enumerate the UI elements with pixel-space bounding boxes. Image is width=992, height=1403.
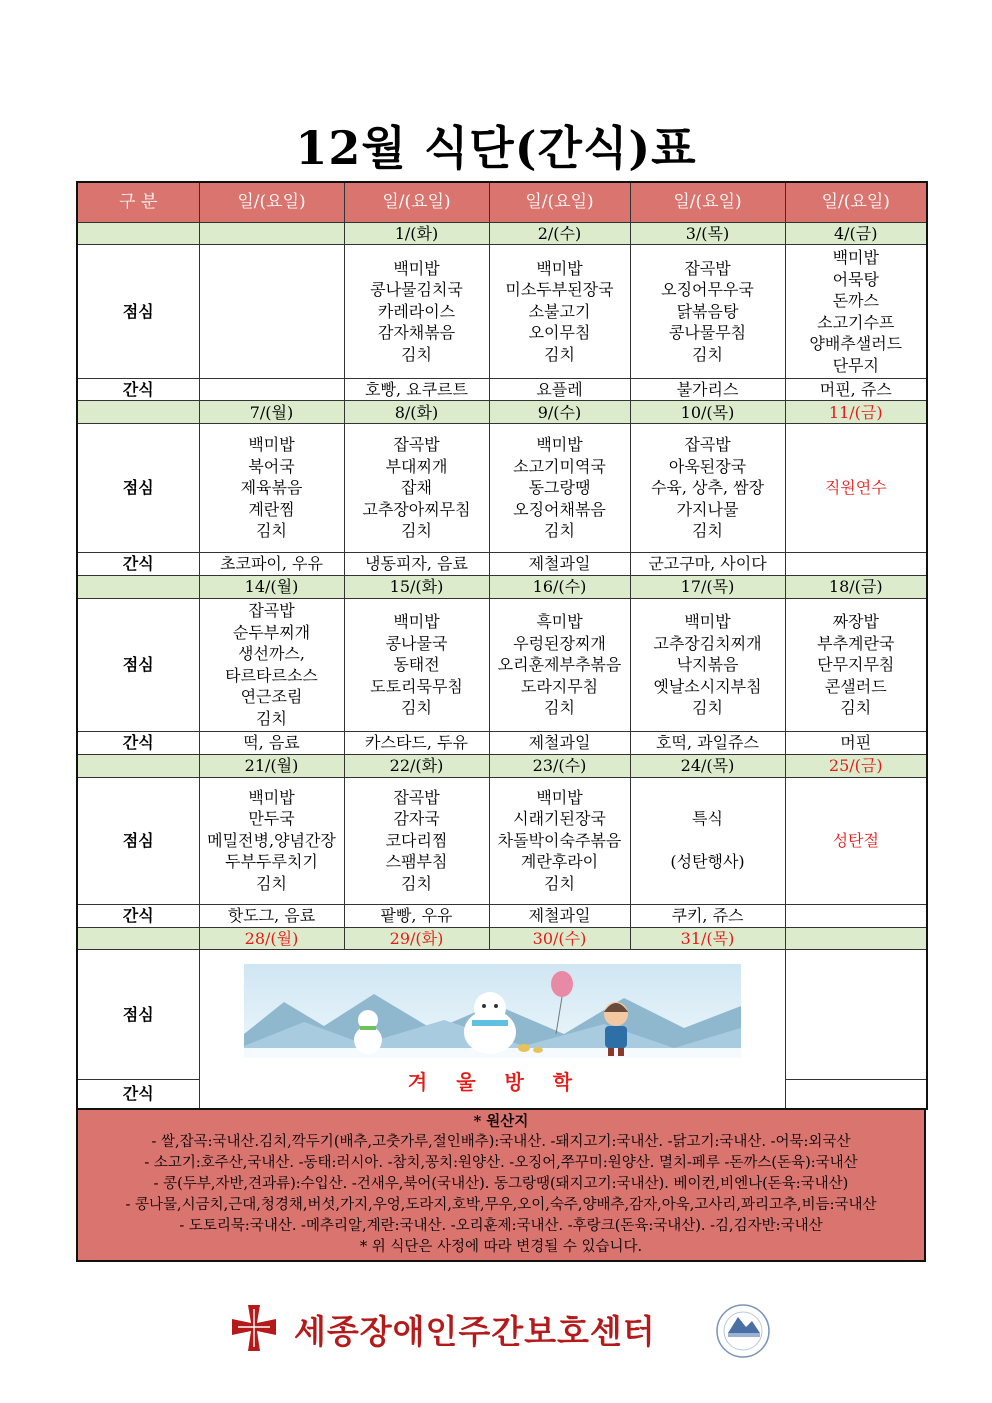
- menu-item: 잡곡밥: [393, 787, 440, 807]
- snack-cell: [785, 553, 927, 576]
- category-header: 구 분: [77, 182, 199, 222]
- snack-cell: 제철과일: [489, 732, 630, 755]
- snack-label: 간식: [77, 378, 199, 401]
- menu-item: 수육, 상추, 쌈장: [650, 478, 765, 498]
- menu-item: 김치: [401, 344, 432, 364]
- menu-item: 단무지무침: [817, 655, 895, 675]
- menu-item: 흑미밥: [536, 612, 583, 632]
- snack-cell: 불가리스: [630, 378, 785, 401]
- menu-item: 두부두루치기: [225, 852, 318, 872]
- menu-item: 코다리찜: [385, 830, 448, 850]
- date-cell: 8/(화): [344, 401, 489, 424]
- lunch-row: [77, 245, 927, 378]
- lunch-cell: [199, 245, 344, 378]
- menu-item: 잡채: [401, 478, 432, 498]
- lunch-row: [77, 950, 927, 1080]
- menu-item: 짜장밥: [832, 612, 879, 632]
- organization-name: 세종장애인주간보호센터: [294, 1312, 656, 1351]
- menu-item: 메밀전병,양념간장: [207, 830, 336, 850]
- menu-item: 타르타르소스: [225, 665, 318, 685]
- snack-cell: 제철과일: [489, 904, 630, 927]
- snack-row: [77, 553, 927, 576]
- winter-illustration: [244, 964, 741, 1058]
- menu-item: 가지나물: [676, 499, 739, 519]
- lunch-cell: [630, 245, 785, 378]
- menu-item: 백미밥: [393, 612, 440, 632]
- snack-cell: 냉동피자, 음료: [344, 553, 489, 576]
- menu-item: 순두부찌개: [232, 622, 311, 642]
- snack-cell: [199, 378, 344, 401]
- lunch-label: 점심: [77, 777, 199, 904]
- menu-item: 오징어무우국: [661, 280, 754, 300]
- menu-item: 백미밥: [536, 258, 583, 278]
- menu-item: 계란찜: [248, 499, 295, 519]
- menu-item: 백미밥: [248, 435, 295, 455]
- menu-item: 직원연수: [824, 478, 887, 498]
- lunch-cell-holiday: [785, 777, 927, 904]
- menu-item: 김치: [692, 344, 723, 364]
- menu-item: 김치: [692, 698, 723, 718]
- date-cell: 2/(수): [489, 222, 630, 245]
- menu-item: 생선까스,: [238, 644, 305, 664]
- menu-item: 콘샐러드: [824, 676, 887, 696]
- footer: [0, 1300, 992, 1360]
- menu-item: 김치: [544, 521, 575, 541]
- menu-item: 성탄절: [832, 830, 879, 850]
- date-row: [77, 754, 927, 777]
- origin-notes: [76, 1110, 926, 1262]
- date-cell-holiday: 31/(목): [630, 927, 785, 950]
- snack-cell: 제철과일: [489, 553, 630, 576]
- menu-item: 미소두부된장국: [505, 280, 614, 300]
- notes-line: - 소고기:호주산,국내산. -동태:러시아. -참치,꽁치:원양산. -오징어,쭈꾸미:원양산. 멸치-페루 -돈까스(돈육):국내산: [144, 1155, 858, 1171]
- date-cell: 7/(월): [199, 401, 344, 424]
- menu-item: 소고기수프: [817, 312, 895, 332]
- date-cell-holiday: 30/(수): [489, 927, 630, 950]
- snack-cell: 호떡, 과일쥬스: [630, 732, 785, 755]
- date-cell: 3/(목): [630, 222, 785, 245]
- date-cell: 21/(월): [199, 754, 344, 777]
- snack-label: 간식: [77, 904, 199, 927]
- menu-item: 낙지볶음: [676, 655, 739, 675]
- day-header: 일/(요일): [630, 182, 785, 222]
- menu-item: 부추계란국: [817, 633, 895, 653]
- lunch-cell: [199, 598, 344, 731]
- snack-cell: 머핀: [785, 732, 927, 755]
- lunch-label: 점심: [77, 424, 199, 553]
- menu-item: 콩나물김치국: [370, 280, 463, 300]
- menu-item: 김치: [256, 873, 287, 893]
- date-cell: 10/(목): [630, 401, 785, 424]
- notes-line: - 콩(두부,자반,견과류):수입산. -건새우,북어(국내산). 동그랑땡(돼지고기:국내산). 베이컨,비엔나(돈육:국내산): [153, 1176, 849, 1192]
- date-cell-holiday: 25/(금): [785, 754, 927, 777]
- lunch-cell: [785, 598, 927, 731]
- menu-item: 잡곡밥: [248, 601, 295, 621]
- lunch-cell: [344, 245, 489, 378]
- menu-item: 연근조림: [240, 687, 303, 707]
- lunch-label: 점심: [77, 598, 199, 731]
- date-cell-holiday: 11/(금): [785, 401, 927, 424]
- date-cell: 4/(금): [785, 222, 927, 245]
- menu-item: 김치: [840, 698, 872, 718]
- menu-item: 잡곡밥: [684, 435, 731, 455]
- lunch-cell: [199, 777, 344, 904]
- snack-label: 간식: [77, 553, 199, 576]
- lunch-cell-holiday: [785, 424, 927, 553]
- menu-item: [631, 830, 785, 852]
- menu-item: 잡곡밥: [684, 258, 731, 278]
- menu-item: 돈까스: [832, 291, 879, 310]
- lunch-row: [77, 777, 927, 904]
- day-header: 일/(요일): [785, 182, 927, 222]
- menu-item: 단무지: [832, 355, 879, 375]
- menu-item: 아욱된장국: [668, 456, 747, 476]
- lunch-cell: [344, 598, 489, 731]
- menu-item: 김치: [544, 873, 575, 893]
- snack-cell: 카스타드, 두유: [344, 732, 489, 755]
- date-row: [77, 576, 927, 599]
- snack-cell: 머핀, 쥬스: [785, 378, 927, 401]
- menu-item: 부대찌개: [385, 456, 448, 476]
- menu-item: 김치: [401, 521, 432, 541]
- menu-item: (성탄행사): [670, 852, 745, 872]
- menu-item: 콩나물무침: [668, 323, 747, 343]
- menu-item: 오징어채볶음: [513, 499, 606, 519]
- menu-item: 도라지무침: [520, 676, 599, 696]
- snack-cell: 팥빵, 우유: [344, 904, 489, 927]
- menu-item: 백미밥: [248, 787, 295, 807]
- date-cell: 22/(화): [344, 754, 489, 777]
- menu-item: 소고기미역국: [513, 456, 606, 476]
- menu-item: 백미밥: [393, 258, 440, 278]
- notes-heading: * 원산지: [473, 1113, 529, 1130]
- menu-item: 오이무침: [528, 323, 591, 343]
- lunch-cell: [785, 245, 927, 378]
- date-cell: 18/(금): [785, 576, 927, 599]
- day-header: 일/(요일): [489, 182, 630, 222]
- snack-label: 간식: [77, 732, 199, 755]
- menu-item: 잡곡밥: [393, 435, 440, 455]
- snack-cell: 군고구마, 사이다: [630, 553, 785, 576]
- page-title: 12월 식단(간식)표: [295, 121, 697, 175]
- menu-item: 차돌박이숙주볶음: [497, 830, 622, 850]
- lunch-cell: [489, 245, 630, 378]
- date-cell-holiday: 29/(화): [344, 927, 489, 950]
- menu-item: 시래기된장국: [513, 809, 606, 829]
- menu-item: 백미밥: [684, 612, 731, 632]
- menu-item: 콩나물국: [385, 633, 448, 653]
- date-cell: 14/(월): [199, 576, 344, 599]
- menu-item: 닭볶음탕: [676, 301, 739, 321]
- snack-cell: [785, 904, 927, 927]
- date-cell: 15/(화): [344, 576, 489, 599]
- date-cell: [199, 222, 344, 245]
- table-header-row: [77, 182, 927, 222]
- menu-item: 스팸부침: [385, 852, 448, 872]
- snack-cell: 호빵, 요쿠르트: [344, 378, 489, 401]
- lunch-cell: [344, 424, 489, 553]
- sejong-city-seal-icon: [708, 1303, 778, 1359]
- menu-item: 김치: [401, 873, 432, 893]
- menu-item: 제육볶음: [240, 478, 303, 498]
- date-row: [77, 401, 927, 424]
- date-cell: 24/(목): [630, 754, 785, 777]
- snack-cell: 떡, 음료: [199, 732, 344, 755]
- lunch-cell: [489, 777, 630, 904]
- date-cell: [77, 927, 199, 950]
- menu-item: 도토리묵무침: [370, 676, 463, 696]
- notes-line: - 도토리묵:국내산. -메추리알,계란:국내산. -오리훈제:국내산. -후랑크(돈육:국내산). -김,김자반:국내산: [179, 1218, 823, 1234]
- winter-vacation-cell: [199, 950, 785, 1109]
- snack-row: [77, 904, 927, 927]
- date-row: [77, 927, 927, 950]
- date-cell: [785, 927, 927, 950]
- menu-item: 오리훈제부추볶음: [497, 655, 622, 675]
- menu-item: 감자국: [393, 809, 440, 829]
- date-cell: [77, 754, 199, 777]
- snack-cell: 요플레: [489, 378, 630, 401]
- snack-cell: 쿠키, 쥬스: [630, 904, 785, 927]
- menu-item: 김치: [256, 521, 287, 541]
- menu-item: 김치: [256, 708, 287, 728]
- date-cell: 16/(수): [489, 576, 630, 599]
- menu-item: 특식: [692, 809, 723, 829]
- lunch-row: [77, 424, 927, 553]
- menu-item: 백미밥: [832, 248, 879, 267]
- lunch-label: 점심: [77, 950, 199, 1080]
- menu-item: 만두국: [248, 809, 295, 829]
- snack-row: [77, 378, 927, 401]
- menu-item: 김치: [401, 698, 432, 718]
- menu-item: 양배추샐러드: [809, 334, 903, 353]
- date-cell-holiday: 28/(월): [199, 927, 344, 950]
- date-cell: 17/(목): [630, 576, 785, 599]
- lunch-cell: [630, 777, 785, 904]
- menu-item: 카레라이스: [377, 301, 456, 321]
- lunch-cell: [489, 424, 630, 553]
- lunch-cell: [344, 777, 489, 904]
- date-cell: [77, 576, 199, 599]
- lunch-label: 점심: [77, 245, 199, 378]
- day-header: 일/(요일): [199, 182, 344, 222]
- menu-item: 소불고기: [528, 301, 591, 321]
- caritas-cross-logo-icon: [224, 1305, 284, 1351]
- date-cell: 23/(수): [489, 754, 630, 777]
- menu-item: 감자채볶음: [377, 323, 456, 343]
- date-cell: [77, 222, 199, 245]
- notes-line: - 콩나물,시금치,근대,청경채,버섯,가지,우엉,도라지,호박,무우,오이,숙주,양배추,감자,아욱,고사리,꽈리고추,비듬:국내산: [125, 1197, 877, 1213]
- winter-vacation-text: 겨 울 방 학: [407, 1070, 577, 1095]
- lunch-cell: [489, 598, 630, 731]
- day-header: 일/(요일): [344, 182, 489, 222]
- notes-footer: * 위 식단은 사정에 따라 변경될 수 있습니다.: [359, 1239, 643, 1255]
- menu-item: 북어국: [248, 456, 295, 476]
- date-row: [77, 222, 927, 245]
- menu-item: 계란후라이: [520, 852, 599, 872]
- menu-item: 김치: [544, 344, 575, 364]
- menu-item: 우렁된장찌개: [513, 633, 606, 653]
- menu-item: 고추장김치찌개: [653, 633, 762, 653]
- snack-cell: [785, 1080, 927, 1109]
- snack-cell: 핫도그, 음료: [199, 904, 344, 927]
- menu-item: 동태전: [393, 655, 440, 675]
- lunch-cell: [630, 424, 785, 553]
- menu-item: 백미밥: [536, 435, 583, 455]
- snack-cell: 초코파이, 우유: [199, 553, 344, 576]
- notes-line: - 쌀,잡곡:국내산.김치,깍두기(배추,고춧가루,절인배추):국내산. -돼지고기:국내산. -닭고기:국내산. -어묵:외국산: [151, 1134, 851, 1150]
- menu-item: 백미밥: [536, 787, 583, 807]
- lunch-cell: [199, 424, 344, 553]
- date-cell: 9/(수): [489, 401, 630, 424]
- snack-row: [77, 732, 927, 755]
- menu-table: [76, 181, 928, 1110]
- menu-item: 김치: [692, 521, 723, 541]
- menu-item: 옛날소시지부침: [653, 676, 762, 696]
- menu-item: 동그랑땡: [528, 478, 591, 498]
- date-cell: [77, 401, 199, 424]
- lunch-cell: [785, 950, 927, 1080]
- lunch-row: [77, 598, 927, 731]
- lunch-cell: [630, 598, 785, 731]
- menu-item: 어묵탕: [832, 269, 879, 289]
- snack-label: 간식: [77, 1080, 199, 1109]
- date-cell: 1/(화): [344, 222, 489, 245]
- menu-item: 고추장아찌무침: [362, 499, 471, 519]
- menu-item: 김치: [544, 698, 575, 718]
